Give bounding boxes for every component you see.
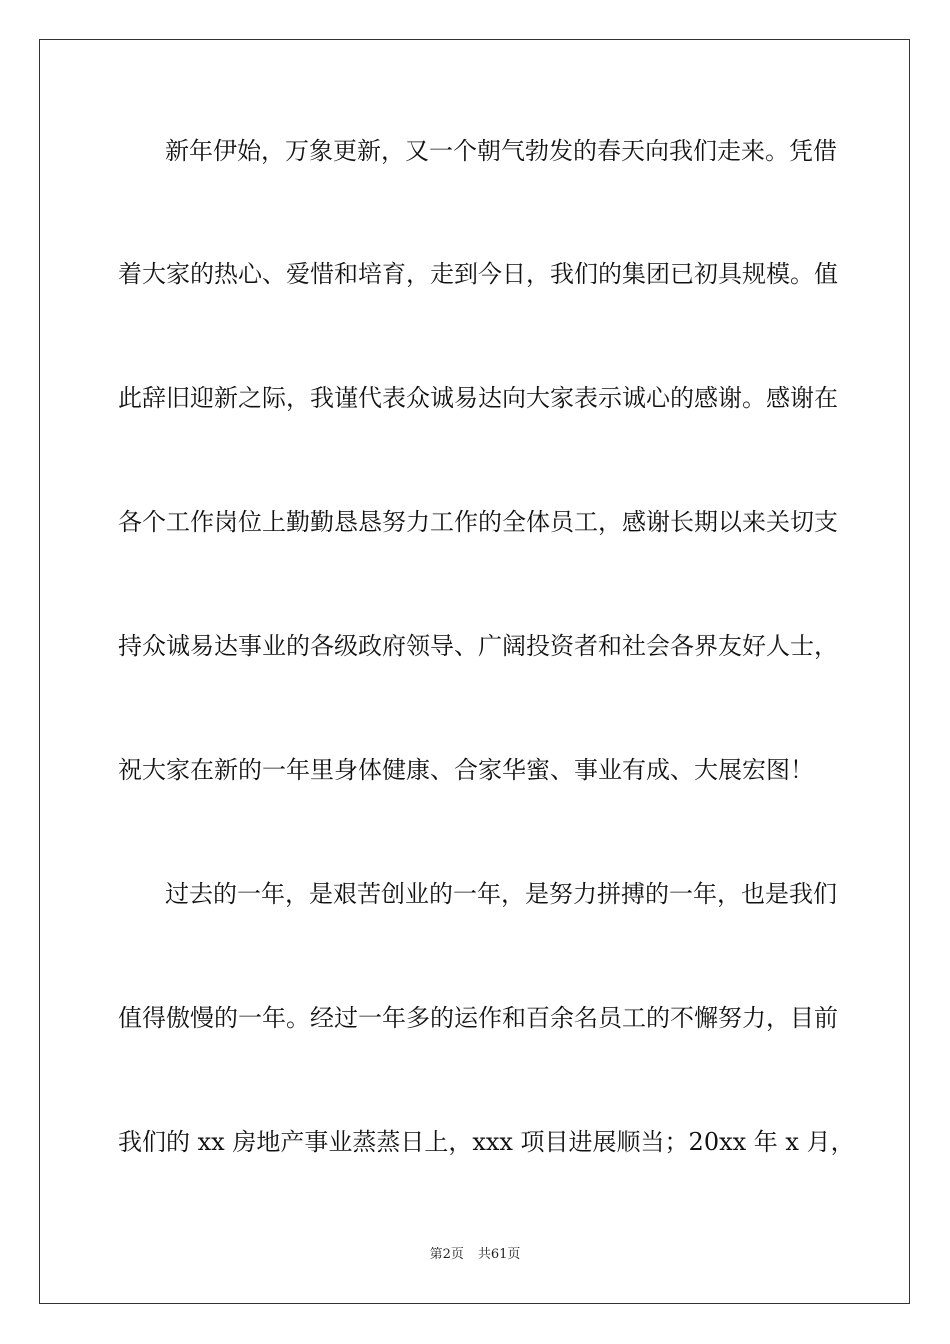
paragraph-line: 持众诚易达事业的各级政府领导、广阔投资者和社会各界友好人士， [118, 632, 838, 660]
paragraph-line: 值得傲慢的一年。经过一年多的运作和百余名员工的不懈努力，目前 [118, 1004, 838, 1032]
page-footer [0, 1245, 950, 1265]
paragraph-line: 各个工作岗位上勤勤恳恳努力工作的全体员工，感谢长期以来关切支 [118, 508, 838, 536]
paragraph-line: 此辞旧迎新之际，我谨代表众诚易达向大家表示诚心的感谢。感谢在 [118, 384, 838, 412]
page-border [39, 39, 910, 1304]
page-number: 第2页 [429, 1247, 464, 1262]
paragraph-line: 新年伊始，万象更新，又一个朝气勃发的春天向我们走来。凭借 [165, 137, 837, 165]
paragraph-line: 我们的 xx 房地产事业蒸蒸日上，xxx 项目进展顺当；20xx 年 x 月， [118, 1128, 855, 1156]
paragraph-line: 过去的一年，是艰苦创业的一年，是努力拼搏的一年，也是我们 [165, 880, 837, 908]
total-pages: 共61页 [477, 1247, 521, 1262]
paragraph-line: 着大家的热心、爱惜和培育，走到今日，我们的集团已初具规模。值 [118, 260, 838, 288]
paragraph-line: 祝大家在新的一年里身体健康、合家华蜜、事业有成、大展宏图！ [118, 756, 814, 784]
